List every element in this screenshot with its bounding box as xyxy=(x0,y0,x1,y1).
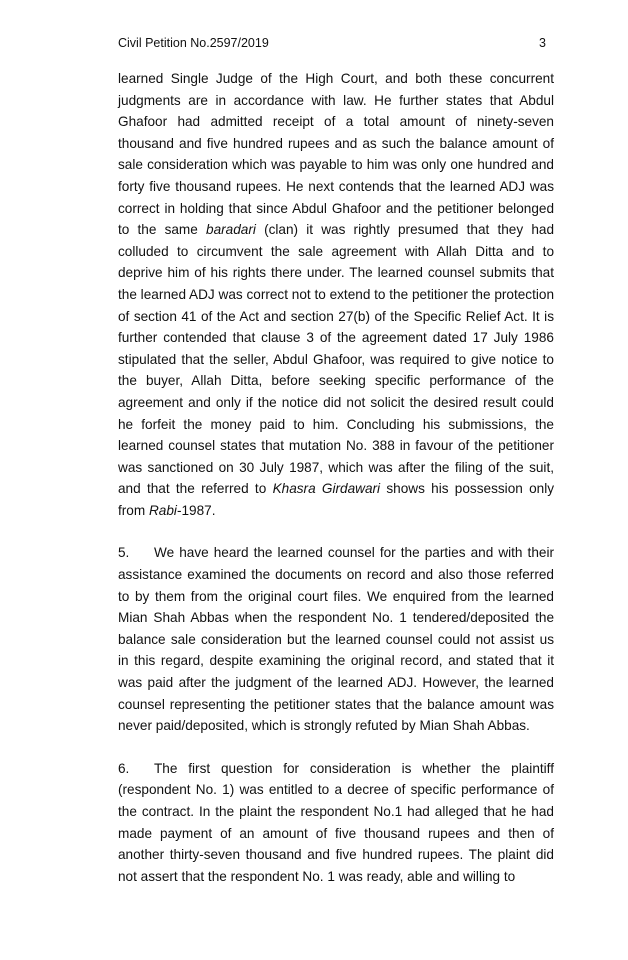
page-header xyxy=(118,36,546,54)
paragraph-text: We have heard the learned counsel for the parties and with their assistance examined the documents on record and also those referred to by them from the original court files. We enquired from the learned Mian Shah Abbas when the respondent No. 1 tendered/deposited the balance sale consideration but the learned counsel could not assist us in this regard, despite examining the original record, and stated that it was paid after the judgment of the learned ADJ. However, the learned counsel representing the petitioner states that the balance amount was never paid/deposited, which is strongly refuted by Mian Shah Abbas. xyxy=(118,545,554,734)
italic-term: baradari xyxy=(206,222,256,238)
paragraph-5 xyxy=(118,542,554,736)
paragraph-number: 6. xyxy=(118,760,130,776)
paragraph-number: 5. xyxy=(118,545,130,561)
italic-term: Rabi xyxy=(148,502,177,518)
text-segment: learned Single Judge of the High Court, and both these concurrent judgments are in accordance with law. He further states that Abdul Ghafoor had admitted receipt of a total amount of ninety-seven thousand and five hundred rupees and as such the balance amount of sale consideration which was payable to him was only one hundred and forty five thousand rupees. He next contends that the learned ADJ was correct in holding that since Abdul Ghafoor and the petitioner belonged to the same xyxy=(118,71,554,238)
paragraph-6 xyxy=(118,758,554,888)
page-number: 3 xyxy=(539,36,546,50)
italic-term: Khasra Girdawari xyxy=(272,481,381,497)
paragraph-continuation xyxy=(118,68,554,521)
text-segment: shows his possession only from xyxy=(118,481,555,518)
document-body xyxy=(118,68,554,908)
paragraph-text: The first question for consideration is whether the plaintiff (respondent No. 1) was entitled to a decree of specific performance of the contract. In the plaint the respondent No.1 had alleged that he had made payment of an amount of five thousand rupees and then of another thirty-seven thousand and five hundred rupees. The plaint did not assert that the respondent No. 1 was ready, able and willing to xyxy=(118,760,554,884)
text-segment: (clan) it was rightly presumed that they had colluded to circumvent the sale agreement with Allah Ditta and to deprive him of his rights there under. The learned counsel submits that the learned ADJ was correct not to extend to the petitioner the protection of section 41 of the Act and section 27(b) of the Specific Relief Act. It is further contended that clause 3 of the agreement dated 17 July 1986 stipulated that the seller, Abdul Ghafoor, was required to give notice to the buyer, Allah Ditta, before seeking specific performance of the agreement and only if the notice did not solicit the desired result could he forfeit the money paid to him. Concluding his submissions, the learned counsel states that mutation No. 388 in favour of the petitioner was sanctioned on 30 July 1987, which was after the filing of the suit, and that the referred to xyxy=(118,222,555,497)
case-title: Civil Petition No.2597/2019 xyxy=(118,36,269,50)
text-segment: -1987. xyxy=(176,502,216,518)
